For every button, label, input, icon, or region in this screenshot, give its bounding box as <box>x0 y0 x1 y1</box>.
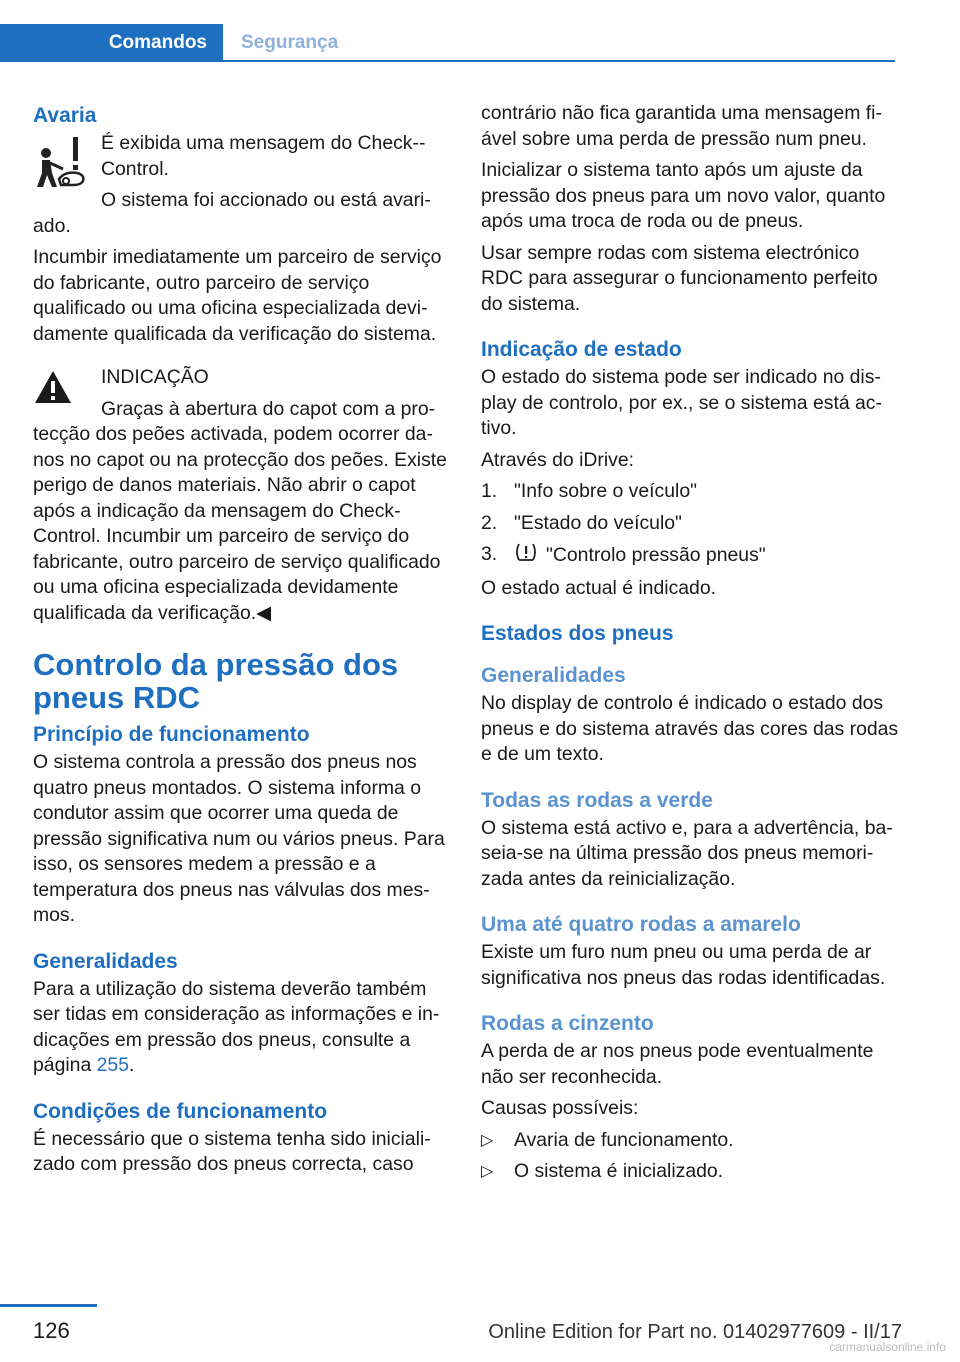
warning-triangle-icon <box>33 369 89 413</box>
bullet-icon: ▷ <box>481 1131 494 1149</box>
header-divider <box>0 60 895 62</box>
causes-list <box>481 1128 901 1185</box>
page-link[interactable]: 255 <box>96 1054 129 1076</box>
status-text: O estado do sistema pode ser indicado no display de controlo, por ex., se o sistema está activo. <box>481 366 882 439</box>
note-text: Graças à abertura do capot com a protecção dos peões activada, podem ocorrer danos no capot ou na protecção dos peões. Existe perigo de danos materiais. Não abrir o capot após a indicação da mensagem do Check-Control. Incumbir um parceiro de serviço do fabricante, outro parceiro de serviço qualificado ou uma oficina especializada devidamente qualificada da verificação.◀ <box>33 397 447 624</box>
grey-text: A perda de ar nos pneus pode eventualmente não ser reconhecida. <box>481 1040 874 1088</box>
right-column <box>481 101 901 1191</box>
tab-seguranca[interactable]: Segurança <box>241 32 339 53</box>
general-display-text: No display de controlo é indicado o estado dos pneus e do sistema através das cores das rodas e de um texto. <box>481 692 899 765</box>
avaria-triggered-text: O sistema foi accionado ou está avariado. <box>33 189 431 237</box>
pedestrian-protection-warning-icon <box>33 135 89 199</box>
initialize-text: Inicializar o sistema tanto após um ajuste da pressão dos pneus para um novo valor, quanto após uma troca de roda ou de pneus. <box>481 159 886 232</box>
yellow-text: Existe um furo num pneu ou uma perda de ar significativa nos pneus das rodas identificadas. <box>481 941 886 989</box>
tyre-pressure-icon <box>514 542 538 570</box>
left-column <box>33 101 448 1184</box>
tab-comandos[interactable]: Comandos <box>0 24 223 62</box>
general-end: . <box>128 1054 135 1076</box>
green-text: O sistema está activo e, para a advertência, baseia-se na última pressão dos pneus memorizada antes da reinicialização. <box>481 816 893 890</box>
bullet-icon: ▷ <box>481 1163 494 1180</box>
edition-text: Online Edition for Part no. 01402977609 - II/17 <box>488 1321 902 1343</box>
avaria-block <box>33 131 448 239</box>
grey-heading: Rodas a cinzento <box>481 1012 654 1035</box>
list-item: 2. "Estado do veículo" <box>481 511 682 534</box>
principle-heading: Princípio de funcionamento <box>33 723 310 746</box>
page-number: 126 <box>33 1318 70 1343</box>
yellow-heading: Uma até quatro rodas a amarelo <box>481 913 801 936</box>
general-text <box>33 977 448 1079</box>
continuation-text: contrário não fica garantida uma mensagem fiável sobre uma perda de pressão num pneu. <box>481 102 882 150</box>
avaria-message-text: É exibida uma mensagem do Check--Control. <box>101 132 426 180</box>
header-bar <box>0 24 895 62</box>
green-heading: Todas as rodas a verde <box>481 788 713 812</box>
tyre-states-heading: Estados dos pneus <box>481 622 674 645</box>
conditions-text: É necessário que o sistema tenha sido inicializado com pressão dos pneus correcta, caso <box>33 1127 431 1175</box>
note-heading: INDICAÇÃO <box>101 366 209 388</box>
rdc-heading: Controlo da pressão dos pneus RDC <box>33 647 399 715</box>
list-item: 3. "Controlo pressão pneus" <box>481 542 901 570</box>
current-state-text: O estado actual é indicado. <box>481 576 716 599</box>
list-item: ▷ Avaria de funcionamento. <box>481 1128 901 1154</box>
idrive-text: Através do iDrive: <box>481 448 635 471</box>
status-heading: Indicação de estado <box>481 338 682 361</box>
footer-divider <box>0 1304 97 1307</box>
conditions-heading: Condições de funcionamento <box>33 1099 328 1123</box>
avaria-service-text: Incumbir imediatamente um parceiro de serviço do fabricante, outro parceiro de serviço qualificado ou uma oficina especializada devidamente qualificada da verificação do sistema. <box>33 246 442 345</box>
rdc-wheels-text: Usar sempre rodas com sistema electrónico RDC para assegurar o funcionamento perfeito do sistema. <box>481 241 878 315</box>
steps-list <box>481 479 901 570</box>
list-item: ▷ O sistema é inicializado. <box>481 1159 901 1185</box>
principle-text: O sistema controla a pressão dos pneus nos quatro pneus montados. O sistema informa o condutor assim que ocorrer uma queda de pressão significativa num ou vários pneus. Para isso, os sensores medem a pressão e a temperatura dos pneus nas válvulas dos mesmos. <box>33 751 445 926</box>
list-item: 1. "Info sobre o veículo" <box>481 480 697 502</box>
general-subheading: Generalidades <box>481 664 626 687</box>
general-heading: Generalidades <box>33 949 178 973</box>
note-block <box>33 365 448 626</box>
avaria-heading: Avaria <box>33 104 97 127</box>
general-body: Para a utilização do sistema deverão também ser tidas em consideração as informações e indicações em pressão dos pneus, consulte a página <box>33 977 440 1076</box>
watermark: carmanualsonline.info <box>829 1339 946 1354</box>
causes-label: Causas possíveis: <box>481 1097 639 1119</box>
